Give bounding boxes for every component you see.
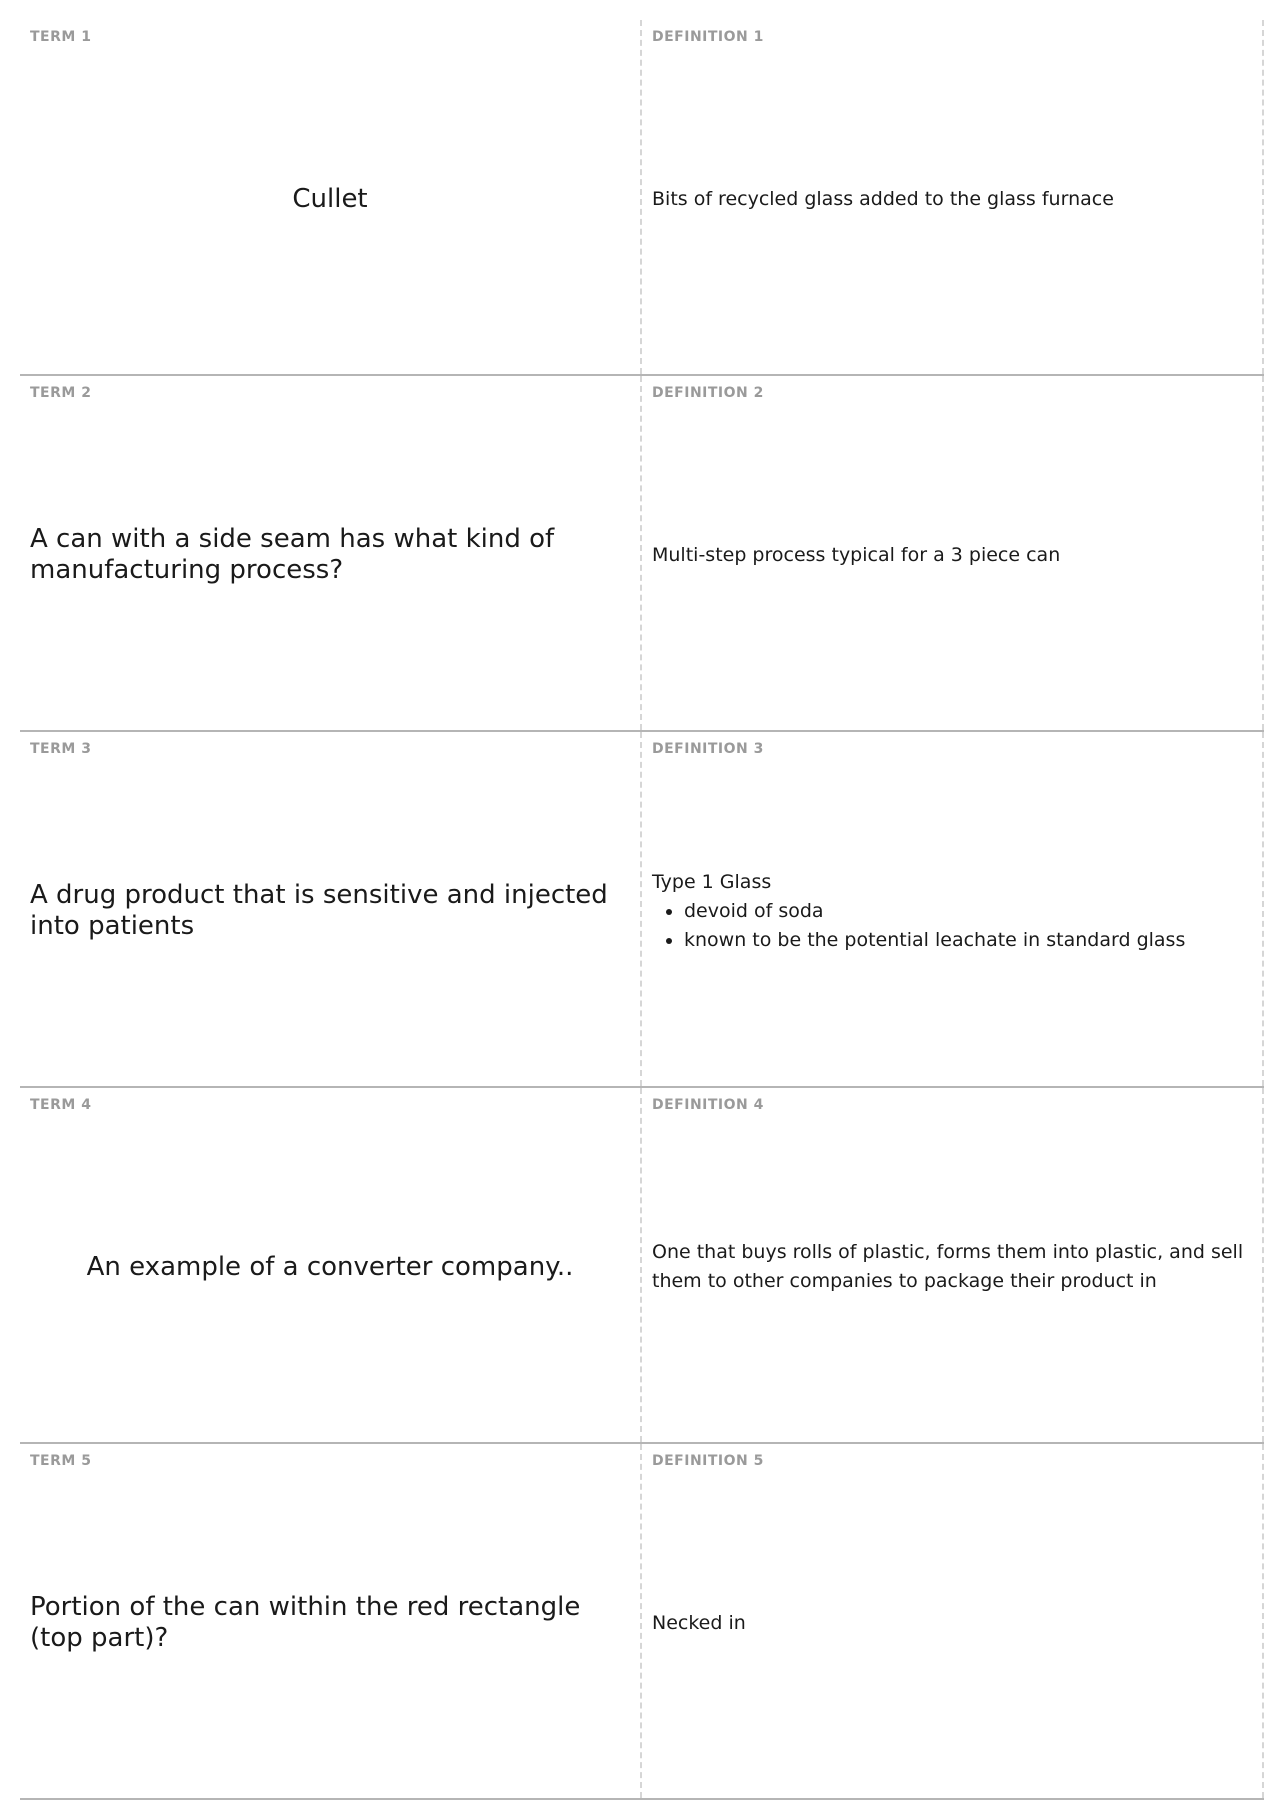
term-cell [20,1088,642,1442]
definition-text: One that buys rolls of plastic, forms them into plastic, and sell them to other companies to package their product in [652,1241,1244,1292]
flashcard-row-2 [20,376,1264,732]
term-cell [20,732,642,1086]
term-text: An example of a converter company.. [86,1251,574,1282]
term-label: TERM 4 [30,1097,92,1113]
term-cell [20,20,642,374]
term-cell [20,1444,642,1798]
definition-intro: Type 1 Glass [652,870,772,893]
term-text: Portion of the can within the red rectangle (top part)? [30,1592,581,1653]
term-text: Cullet [292,183,368,214]
definition-label: DEFINITION 4 [652,1097,764,1113]
definition-label: DEFINITION 1 [652,29,764,45]
term-label: TERM 5 [30,1453,92,1469]
flashcard-sheet [20,20,1264,1800]
flashcard-row-4 [20,1088,1264,1444]
definition-bullet: • known to be the potential leachate in standard glass [684,926,1252,955]
definition-cell [642,732,1264,1086]
definition-cell [642,1444,1264,1798]
term-text: A drug product that is sensitive and injected into patients [30,880,608,941]
definition-text: Necked in [652,1611,746,1634]
term-label: TERM 1 [30,29,92,45]
term-label: TERM 3 [30,741,92,757]
definition-label: DEFINITION 2 [652,385,764,401]
term-cell [20,376,642,730]
definition-text: Bits of recycled glass added to the glass furnace [652,187,1114,210]
definition-label: DEFINITION 3 [652,741,764,757]
flashcard-row-5 [20,1444,1264,1800]
definition-text: Multi-step process typical for a 3 piece can [652,543,1061,566]
term-text: A can with a side seam has what kind of manufacturing process? [30,524,555,585]
definition-label: DEFINITION 5 [652,1453,764,1469]
flashcard-row-1 [20,20,1264,376]
definition-cell [642,1088,1264,1442]
definition-cell [642,20,1264,374]
term-label: TERM 2 [30,385,92,401]
flashcard-row-3 [20,732,1264,1088]
definition-cell [642,376,1264,730]
definition-content [652,864,1252,955]
definition-bullet-list [652,897,1252,955]
definition-bullet: • devoid of soda [684,897,1252,926]
